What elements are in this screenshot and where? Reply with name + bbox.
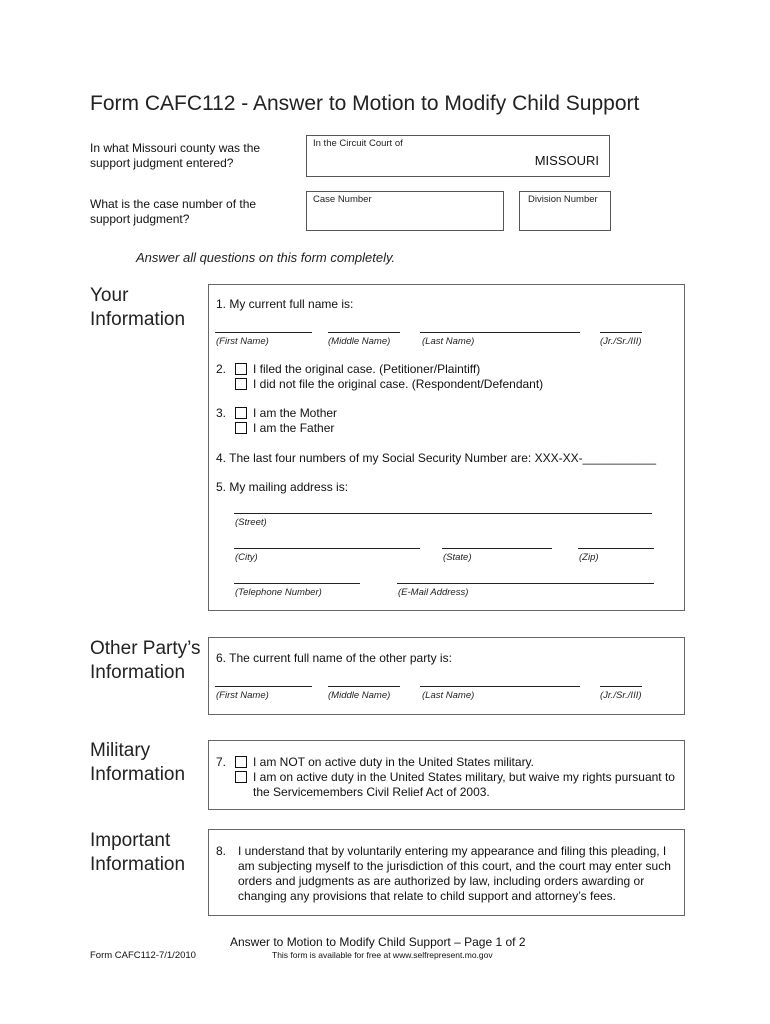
q2-number: 2. [216,362,227,376]
respondent-label: I did not file the original case. (Respondent/Defendant) [253,377,544,391]
telephone-label: (Telephone Number) [235,587,322,598]
middle-name-line[interactable] [328,332,400,333]
form-instruction: Answer all questions on this form completely. [136,250,396,265]
other-first-name-line[interactable] [215,686,312,687]
division-number-label: Division Number [528,194,598,205]
your-info-heading [90,284,185,332]
email-line[interactable] [397,583,654,584]
case-number-field[interactable] [306,191,504,231]
active-duty-checkbox[interactable] [235,771,247,783]
telephone-line[interactable] [234,583,360,584]
q8-paragraph: I understand that by voluntarily entering my appearance and filing this pleading, I am subjecting myself to the jurisdiction of this court, and the court may enter such orders and judgments as are authorized by law, including orders awarding or changing any provisions that relate to child support and attorney’s fees. [238,844,671,903]
first-name-line[interactable] [215,332,312,333]
mother-checkbox[interactable] [235,407,247,419]
footer-form-id: Form CAFC112-7/1/2010 [90,950,196,961]
other-last-name-label: (Last Name) [422,690,475,701]
petitioner-label: I filed the original case. (Petitioner/Plaintiff) [253,362,481,376]
important-heading [90,829,185,877]
q3-number: 3. [216,406,227,420]
military-heading-line1: Military [90,740,151,761]
street-label: (Street) [235,517,267,528]
father-label: I am the Father [253,421,335,435]
q1-text: 1. My current full name is: [216,297,354,311]
active-duty-label-cont: the Servicemembers Civil Relief Act of 2003. [253,785,490,799]
circuit-court-field[interactable] [306,135,610,177]
military-heading [90,739,185,787]
q6-text: 6. The current full name of the other party is: [216,651,452,665]
suffix-line[interactable] [600,332,642,333]
q4-ssn-text: 4. The last four numbers of my Social Security Number are: XXX-XX-___________ [216,451,656,465]
street-line[interactable] [234,513,652,514]
q5-text: 5. My mailing address is: [216,480,349,494]
page-title: Form CAFC112 - Answer to Motion to Modify Child Support [90,92,640,115]
not-active-duty-label: I am NOT on active duty in the United States military. [253,755,535,769]
active-duty-label: I am on active duty in the United States military, but waive my rights pursuant to [253,770,675,784]
respondent-checkbox[interactable] [235,378,247,390]
other-middle-name-label: (Middle Name) [328,690,391,701]
other-suffix-line[interactable] [600,686,642,687]
your-info-heading-line2: Information [90,309,186,330]
first-name-label: (First Name) [216,336,269,347]
military-heading-line2: Information [90,764,186,785]
mother-label: I am the Mother [253,406,338,420]
zip-line[interactable] [578,548,654,549]
other-party-section [208,637,685,715]
important-heading-line1: Important [90,830,171,851]
not-active-duty-checkbox[interactable] [235,756,247,768]
other-party-heading [90,637,201,685]
city-label: (City) [235,552,258,563]
other-party-heading-line2: Information [90,662,186,683]
email-label: (E-Mail Address) [398,587,469,598]
petitioner-checkbox[interactable] [235,363,247,375]
footer-availability: This form is available for free at www.selfrepresent.mo.gov [272,950,493,960]
case-number-question: What is the case number of the support judgment? [90,197,257,226]
father-checkbox[interactable] [235,422,247,434]
other-first-name-label: (First Name) [216,690,269,701]
city-line[interactable] [234,548,420,549]
state-line[interactable] [442,548,552,549]
your-info-heading-line1: Your [90,285,129,306]
division-number-field[interactable] [519,191,611,231]
q8-number: 8. [216,844,227,858]
footer-page-label: Answer to Motion to Modify Child Support – Page 1 of 2 [230,935,526,949]
other-party-heading-line1: Other Party’s [90,638,201,659]
state-label: (State) [443,552,472,563]
circuit-court-label: In the Circuit Court of [313,138,403,149]
other-last-name-line[interactable] [420,686,580,687]
state-value: MISSOURI [534,153,599,168]
other-suffix-label: (Jr./Sr./III) [600,690,642,701]
q7-number: 7. [216,755,227,769]
last-name-line[interactable] [420,332,580,333]
county-question: In what Missouri county was the support judgment entered? [90,141,261,170]
last-name-label: (Last Name) [422,336,475,347]
important-heading-line2: Information [90,854,186,875]
case-number-label: Case Number [313,194,372,205]
suffix-label: (Jr./Sr./III) [600,336,642,347]
zip-label: (Zip) [579,552,599,563]
other-middle-name-line[interactable] [328,686,400,687]
middle-name-label: (Middle Name) [328,336,391,347]
